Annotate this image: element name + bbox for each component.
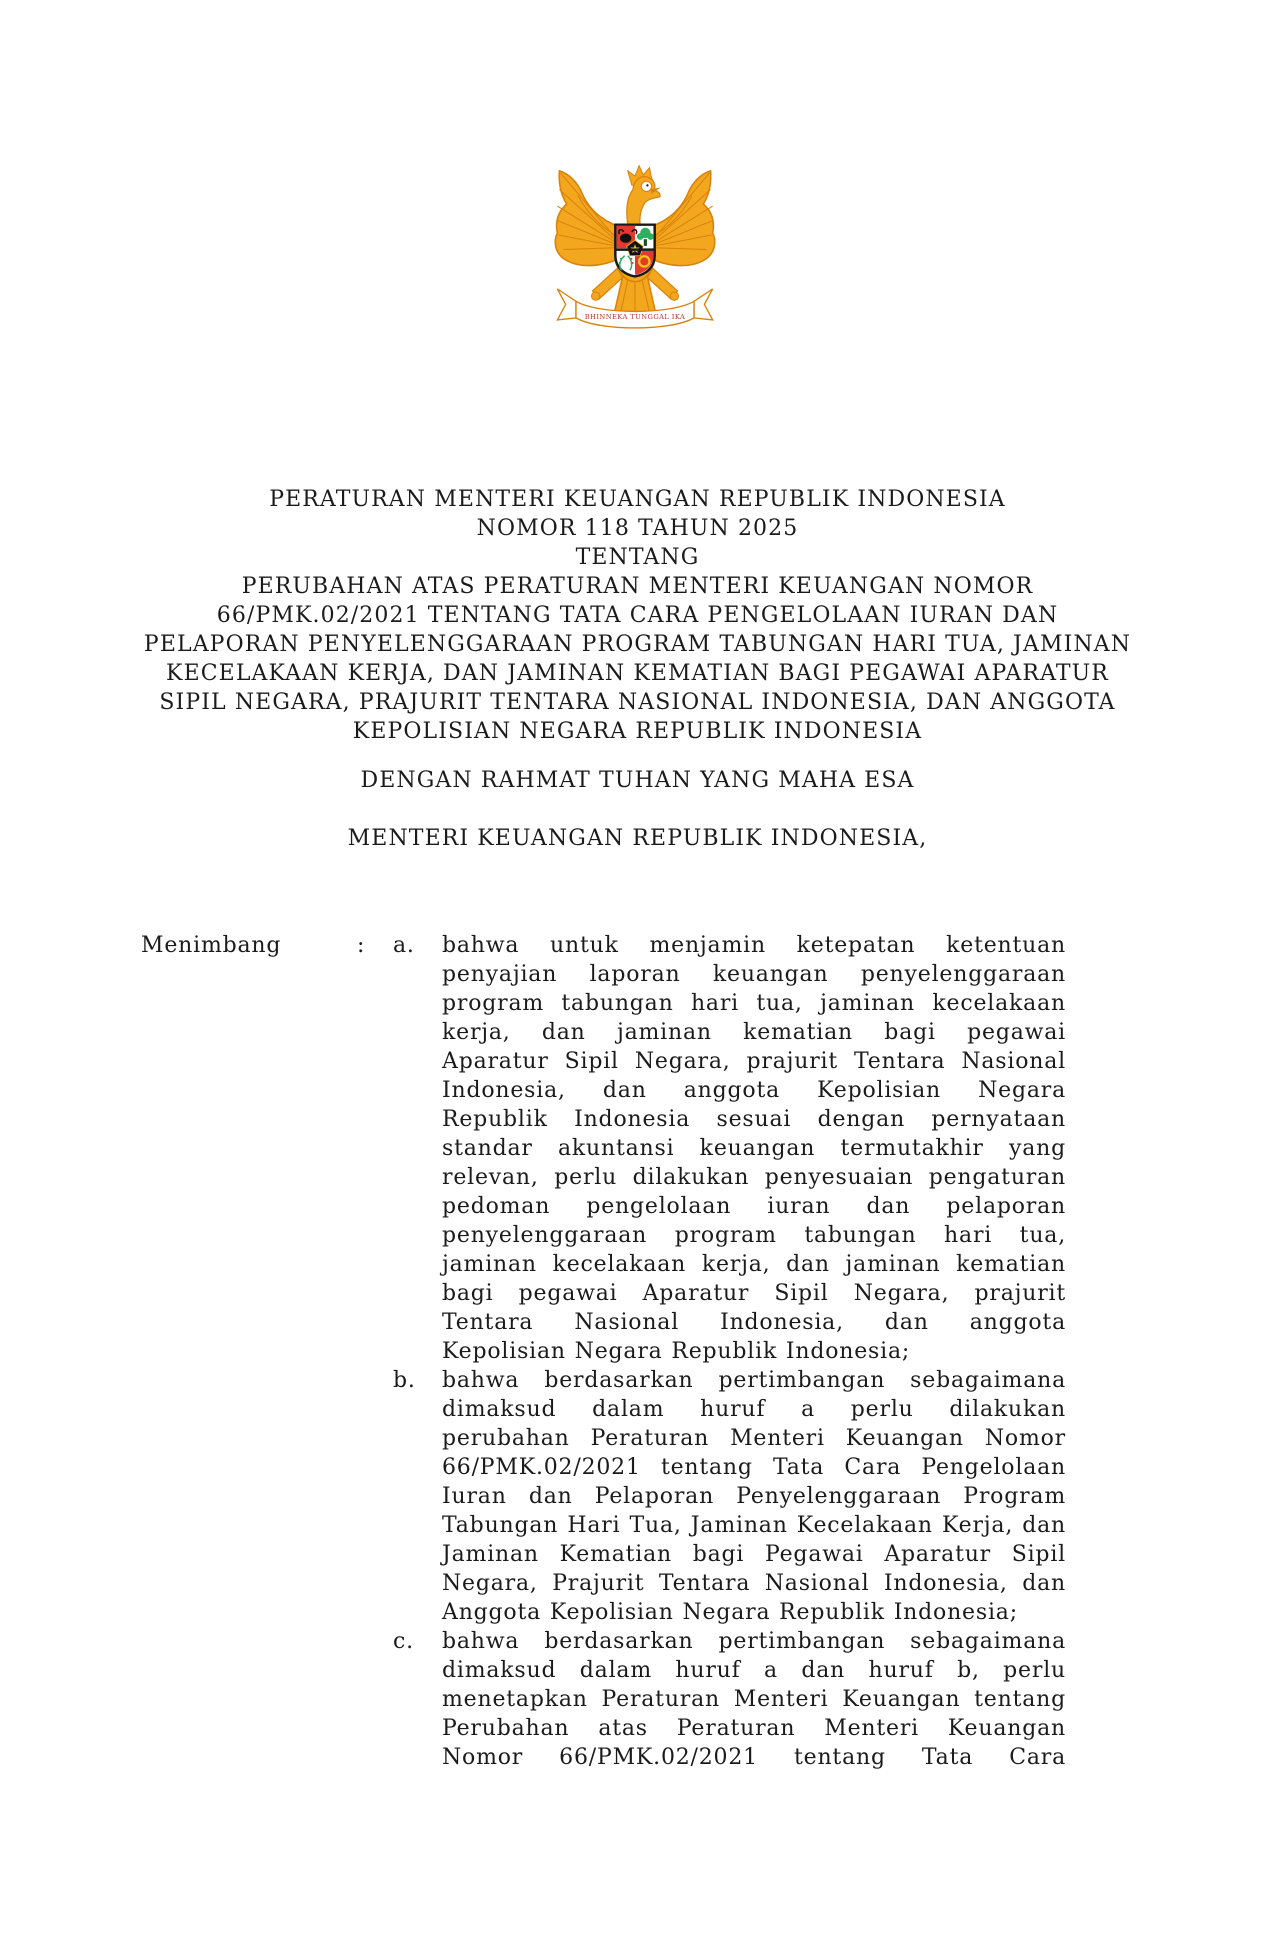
menimbang-label: Menimbang (141, 933, 282, 958)
authority-line: MENTERI KEUANGAN REPUBLIK INDONESIA, (347, 826, 928, 851)
item-marker-b: b. (393, 1368, 416, 1393)
item-text-c: bahwa berdasarkan pertimbangan sebagaimana dimaksud dalam huruf a dan huruf b, perlu menetapkan Peraturan Menteri Keuangan tentang Perubahan atas Peraturan Menteri Keuangan Nomor 66/PMK.02/2021 tentang Tata Cara (442, 1629, 1066, 1770)
consideration-item-a (141, 931, 1066, 1366)
consideration-item-b (141, 1366, 1066, 1627)
pancasila-shield (615, 225, 654, 277)
item-marker-c: c. (393, 1629, 414, 1654)
title-line-subject-2: 66/PMK.02/2021 TENTANG TATA CARA PENGELOLAAN IURAN DAN (216, 603, 1059, 628)
title-line-number: NOMOR 118 TAHUN 2025 (476, 516, 799, 541)
title-line-tentang: TENTANG (575, 545, 700, 570)
title-line-subject-1: PERUBAHAN ATAS PERATURAN MENTERI KEUANGAN NOMOR (241, 574, 1034, 599)
title-line-regulation: PERATURAN MENTERI KEUANGAN REPUBLIK INDONESIA (269, 487, 1006, 512)
consideration-item-c (141, 1627, 1066, 1772)
menimbang-colon: : (357, 933, 366, 958)
item-text-b: bahwa berdasarkan pertimbangan sebagaimana dimaksud dalam huruf a perlu dilakukan perubahan Peraturan Menteri Keuangan Nomor 66/PMK.02/2021 tentang Tata Cara Pengelolaan Iuran dan Pelaporan Penyelenggaraan Program Tabungan Hari Tua, Jaminan Kecelakaan Kerja, dan Jaminan Kematian bagi Pegawai Aparatur Sipil Negara, Prajurit Tentara Nasional Indonesia, dan Anggota Kepolisian Negara Republik Indonesia; (442, 1368, 1066, 1625)
invocation-line: DENGAN RAHMAT TUHAN YANG MAHA ESA (360, 768, 915, 793)
garuda-eye (646, 184, 648, 186)
garuda-face (641, 181, 651, 191)
item-marker-a: a. (393, 933, 415, 958)
title-line-subject-6: KEPOLISIAN NEGARA REPUBLIK INDONESIA (352, 719, 923, 744)
garuda-pancasila-emblem (547, 158, 723, 339)
title-line-subject-3: PELAPORAN PENYELENGGARAAN PROGRAM TABUNGAN HARI TUA, JAMINAN (143, 632, 1132, 657)
document-title (0, 485, 1275, 746)
title-line-subject-5: SIPIL NEGARA, PRAJURIT TENTARA NASIONAL INDONESIA, DAN ANGGOTA (159, 690, 1116, 715)
item-text-a: bahwa untuk menjamin ketepatan ketentuan penyajian laporan keuangan penyelenggaraan program tabungan hari tua, jaminan kecelakaan kerja, dan jaminan kematian bagi pegawai Aparatur Sipil Negara, prajurit Tentara Nasional Indonesia, dan anggota Kepolisian Negara Republik Indonesia sesuai dengan pernyataan standar akuntansi keuangan termutakhir yang relevan, perlu dilakukan penyesuaian pengaturan pedoman pengelolaan iuran dan pelaporan penyelenggaraan program tabungan hari tua, jaminan kecelakaan kerja, dan jaminan kematian bagi pegawai Aparatur Sipil Negara, prajurit Tentara Nasional Indonesia, dan anggota Kepolisian Negara Republik Indonesia; (442, 933, 1066, 1364)
title-line-subject-4: KECELAKAAN KERJA, DAN JAMINAN KEMATIAN BAGI PEGAWAI APARATUR (166, 661, 1109, 686)
garuda-head (627, 166, 661, 225)
garuda-emblem-svg (547, 158, 723, 339)
ribbon-text: BHINNEKA TUNGGAL IKA (584, 312, 686, 321)
menimbang-section (141, 931, 1066, 1772)
